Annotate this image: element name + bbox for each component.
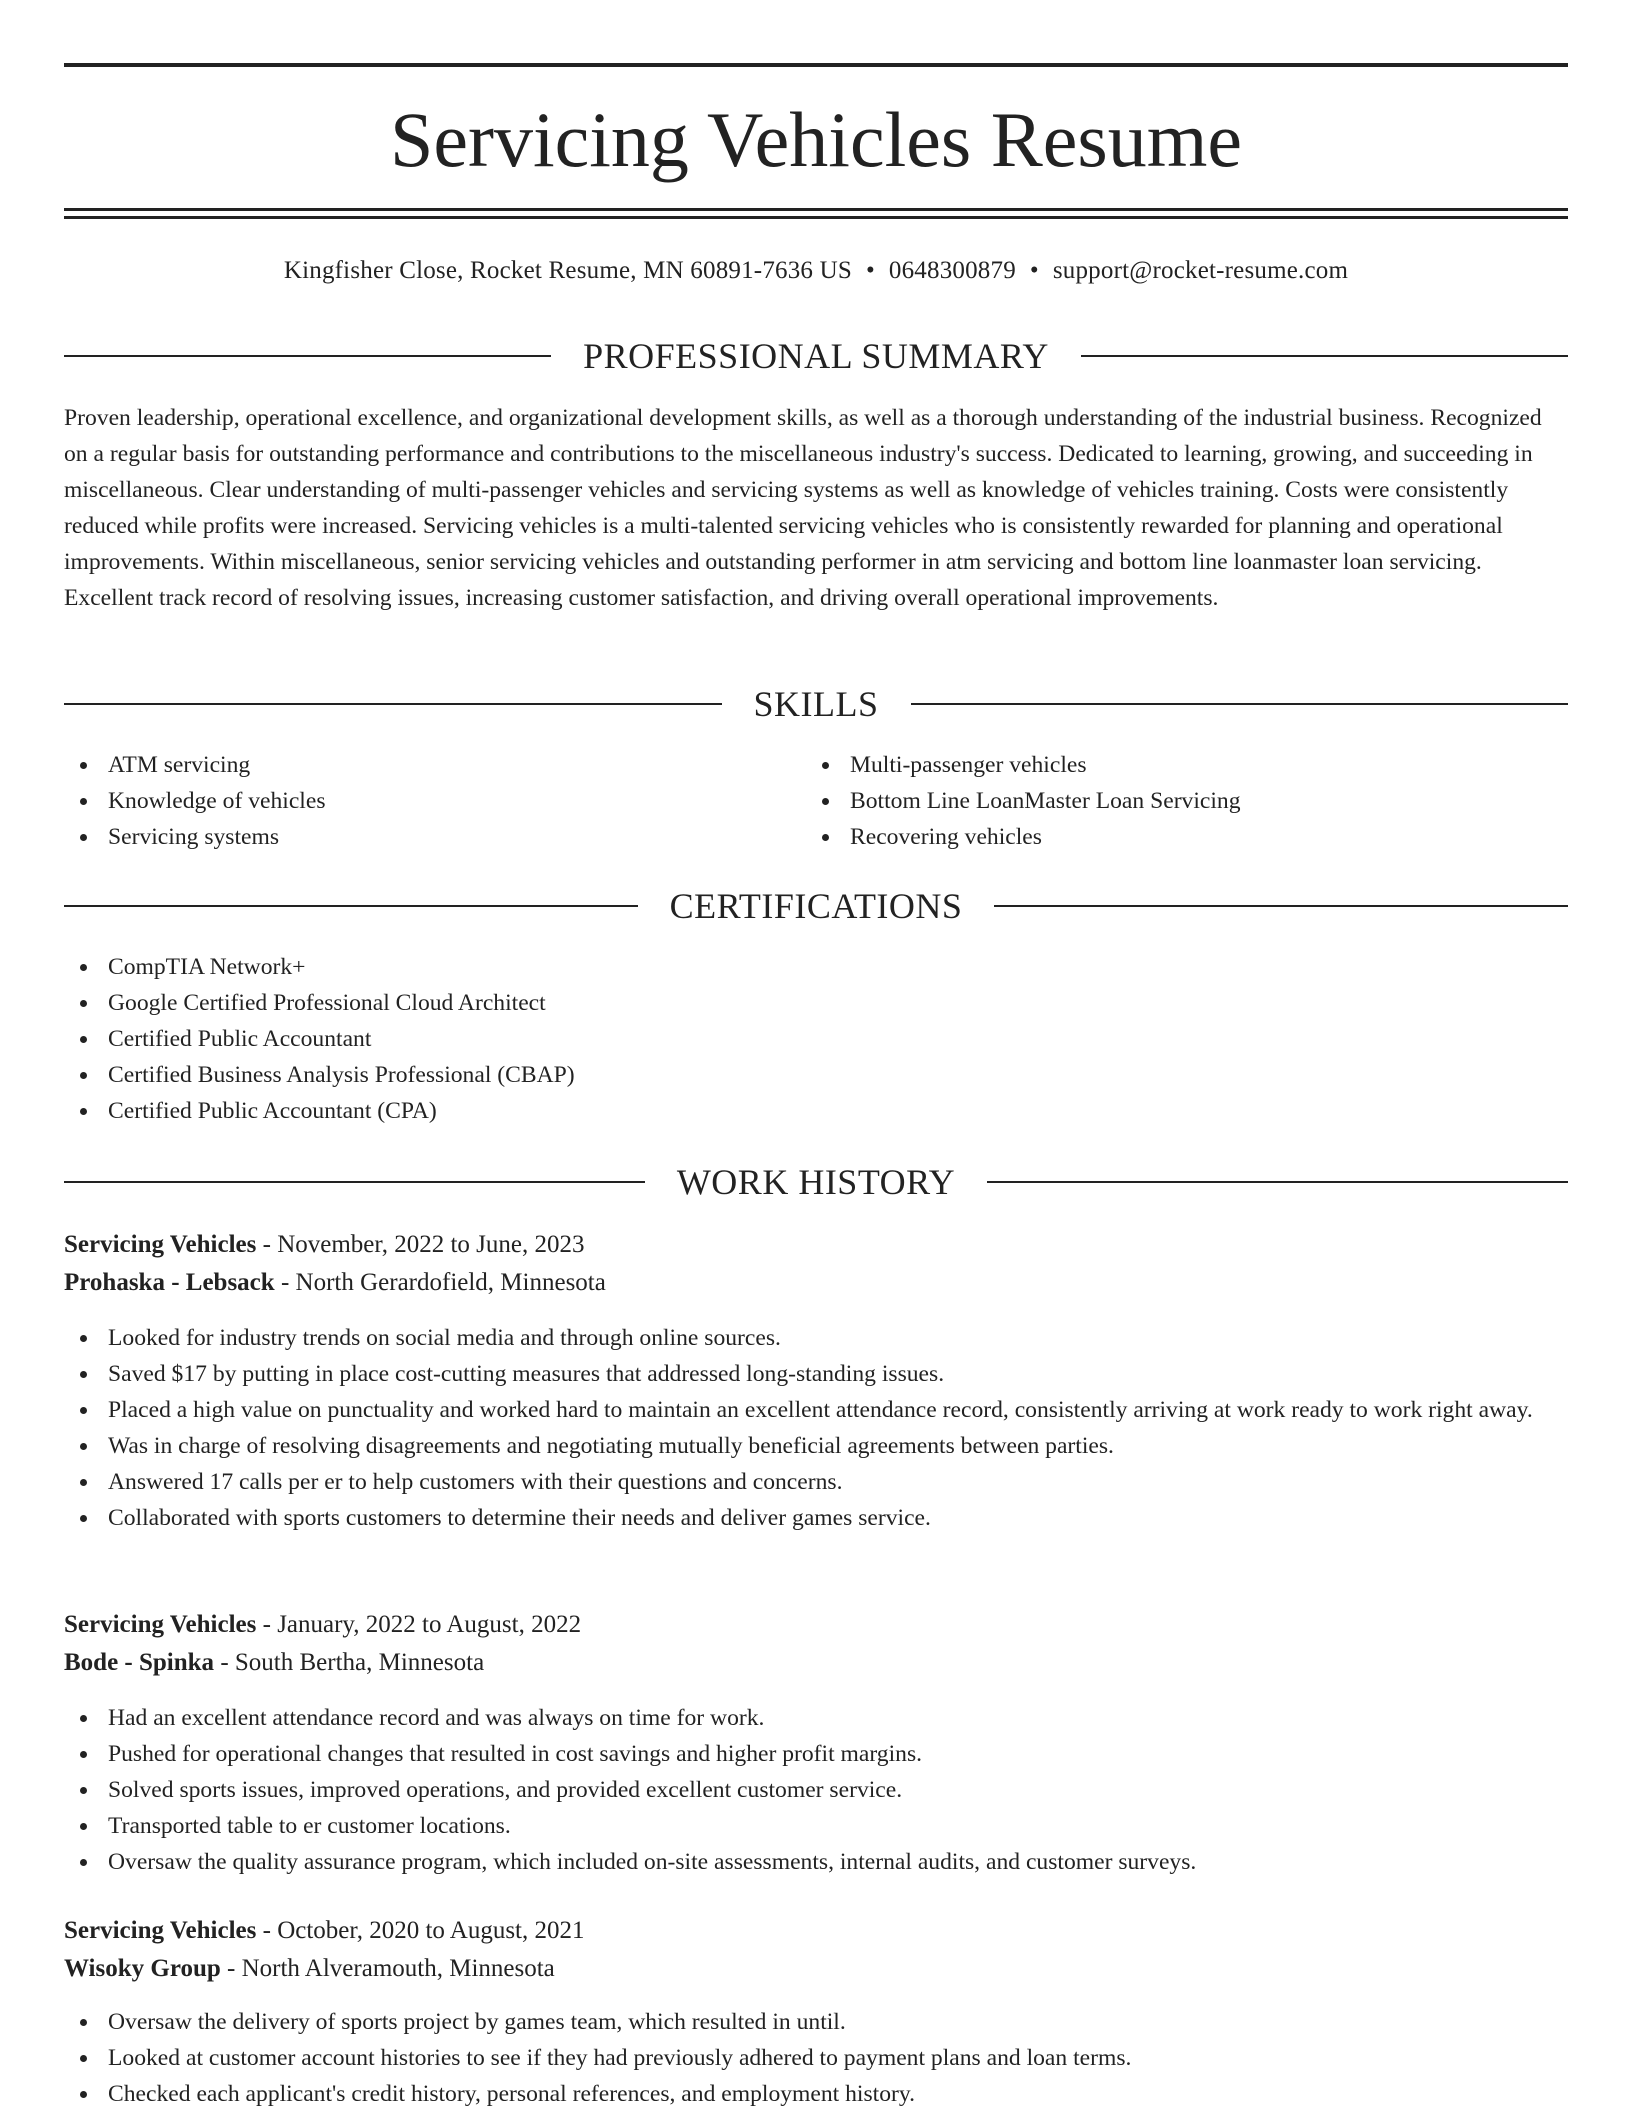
- job-company: Prohaska - Lebsack: [64, 1269, 275, 1296]
- job-bullets: [64, 1320, 1568, 1536]
- list-item: Oversaw the quality assurance program, which included on-site assessments, internal audits, and customer surveys.: [64, 1844, 1568, 1880]
- job-title-line: [64, 1606, 1568, 1644]
- certification-item: Certified Business Analysis Professional (CBAP): [64, 1057, 1568, 1093]
- job-title: Servicing Vehicles: [64, 1611, 257, 1638]
- list-item: Checked each applicant's credit history, personal references, and employment history.: [64, 2076, 1568, 2112]
- job-company-line: [64, 1644, 1568, 1682]
- list-item: Transported table to er customer locations.: [64, 1808, 1568, 1844]
- section-summary-heading: [64, 334, 1568, 378]
- skill-item: Multi-passenger vehicles: [806, 747, 1566, 783]
- list-item: Placed a high value on punctuality and worked hard to maintain an excellent attendance record, consistently arriving at work ready to work right away.: [64, 1392, 1568, 1428]
- contact-separator: •: [865, 257, 875, 284]
- list-item: Pushed for operational changes that resulted in cost savings and higher profit margins.: [64, 1736, 1568, 1772]
- certifications-list: [64, 949, 1568, 1129]
- section-work-heading: [64, 1160, 1568, 1204]
- summary-text: Proven leadership, operational excellence, and organizational development skills, as well as a thorough understanding of the industrial business. Recognized on a regular basis for outstanding performance and contributions to the miscellaneous industry's success. Dedicated to learning, growing, and succeeding in miscellaneous. Clear understanding of multi-passenger vehicles and servicing systems as well as knowledge of vehicles training. Costs were consistently reduced while profits were increased. Servicing vehicles is a multi-talented servicing vehicles who is consistently rewarded for planning and operational improvements. Within miscellaneous, senior servicing vehicles and outstanding performer in atm servicing and bottom line loanmaster loan servicing. Excellent track record of resolving issues, increasing customer satisfaction, and driving overall operational improvements.: [64, 405, 1542, 611]
- heading-rule-right: [987, 1181, 1568, 1183]
- heading-rule-right: [1081, 355, 1568, 357]
- skills-list-right: [806, 747, 1566, 855]
- job-title-line: [64, 1912, 1568, 1950]
- dash: -: [220, 1955, 242, 1982]
- contact-address: Kingfisher Close, Rocket Resume, MN 60891-7636 US: [283, 257, 852, 284]
- job-location: North Alveramouth, Minnesota: [241, 1955, 555, 1982]
- contact-email: support@rocket-resume.com: [1052, 257, 1349, 284]
- job-dates: October, 2020 to August, 2021: [277, 1917, 585, 1944]
- list-item: Was in charge of resolving disagreements and negotiating mutually beneficial agreements between parties.: [64, 1428, 1568, 1464]
- job-title: Servicing Vehicles: [64, 1917, 257, 1944]
- dash: -: [274, 1269, 296, 1296]
- heading-rule-left: [64, 703, 722, 705]
- page-title: Servicing Vehicles Resume: [389, 96, 1243, 183]
- job-dates: January, 2022 to August, 2022: [277, 1611, 582, 1638]
- job-company: Wisoky Group: [64, 1955, 221, 1982]
- list-item: Oversaw the delivery of sports project by games team, which resulted in until.: [64, 2004, 1568, 2040]
- job-location: South Bertha, Minnesota: [234, 1649, 485, 1676]
- job-title-line: [64, 1226, 1568, 1264]
- dash: -: [214, 1649, 235, 1676]
- section-certifications-heading: [64, 884, 1568, 928]
- certification-item: Certified Public Accountant: [64, 1021, 1568, 1057]
- job-bullets: [64, 1700, 1568, 1880]
- list-item: Looked at customer account histories to see if they had previously adhered to payment plans and loan terms.: [64, 2040, 1568, 2076]
- certification-item: Certified Public Accountant (CPA): [64, 1093, 1568, 1129]
- job-company-line: [64, 1950, 1568, 1988]
- top-rule: [64, 63, 1568, 67]
- skills-list-left: [64, 747, 804, 855]
- skill-item: Bottom Line LoanMaster Loan Servicing: [806, 783, 1566, 819]
- list-item: Looked for industry trends on social media and through online sources.: [64, 1320, 1568, 1356]
- heading-rule-left: [64, 905, 638, 907]
- heading-rule-right: [994, 905, 1568, 907]
- job-dates: November, 2022 to June, 2023: [277, 1231, 585, 1258]
- job-bullets: [64, 2004, 1568, 2112]
- section-title: PROFESSIONAL SUMMARY: [583, 336, 1049, 376]
- list-item: Answered 17 calls per er to help customers with their questions and concerns.: [64, 1464, 1568, 1500]
- dash: -: [256, 1231, 278, 1258]
- job-title: Servicing Vehicles: [64, 1231, 257, 1258]
- skill-item: ATM servicing: [64, 747, 804, 783]
- title-rule-upper: [64, 208, 1568, 211]
- section-title: CERTIFICATIONS: [669, 886, 963, 926]
- skill-item: Recovering vehicles: [806, 819, 1566, 855]
- contact-line: [64, 254, 1568, 288]
- certification-item: CompTIA Network+: [64, 949, 1568, 985]
- dash: -: [256, 1917, 278, 1944]
- skill-item: Knowledge of vehicles: [64, 783, 804, 819]
- title-rule-lower: [64, 216, 1568, 219]
- section-title: WORK HISTORY: [676, 1162, 956, 1202]
- heading-rule-left: [64, 355, 551, 357]
- heading-rule-left: [64, 1181, 645, 1183]
- job-location: North Gerardofield, Minnesota: [295, 1269, 606, 1296]
- section-title: SKILLS: [753, 684, 879, 724]
- skill-item: Servicing systems: [64, 819, 804, 855]
- section-skills-heading: [64, 682, 1568, 726]
- job-company: Bode - Spinka: [64, 1649, 215, 1676]
- heading-rule-right: [911, 703, 1569, 705]
- dash: -: [256, 1611, 278, 1638]
- list-item: Collaborated with sports customers to determine their needs and deliver games service.: [64, 1500, 1568, 1536]
- list-item: Solved sports issues, improved operations, and provided excellent customer service.: [64, 1772, 1568, 1808]
- list-item: Had an excellent attendance record and was always on time for work.: [64, 1700, 1568, 1736]
- contact-phone: 0648300879: [888, 257, 1016, 284]
- list-item: Saved $17 by putting in place cost-cutting measures that addressed long-standing issues.: [64, 1356, 1568, 1392]
- contact-separator: •: [1029, 257, 1039, 284]
- job-company-line: [64, 1264, 1568, 1302]
- certification-item: Google Certified Professional Cloud Architect: [64, 985, 1568, 1021]
